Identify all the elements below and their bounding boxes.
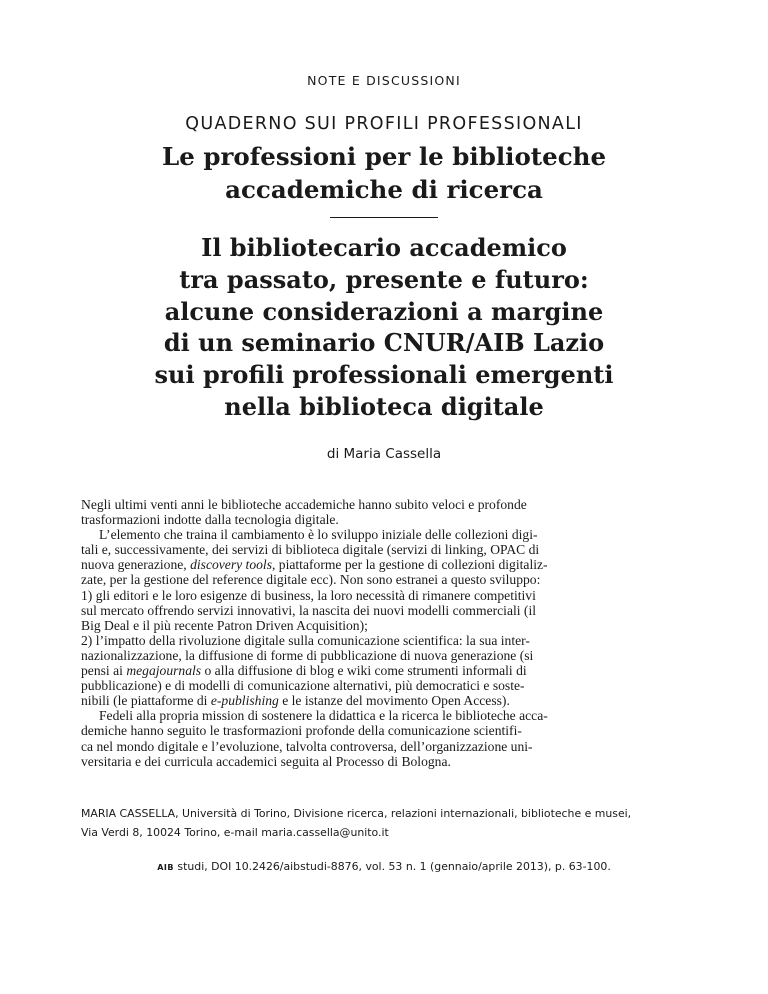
body-line: zate, per la gestione del reference digitale ecc). Non sono estranei a questo sviluppo: <box>81 572 541 588</box>
article-title-line: nella biblioteca digitale <box>224 391 544 421</box>
article-body <box>81 497 687 769</box>
body-line: Negli ultimi venti anni le biblioteche accademiche hanno subito veloci e profonde <box>81 497 527 512</box>
series-title-line: Le professioni per le biblioteche <box>161 142 607 171</box>
article-title-line: Il bibliotecario accademico <box>201 233 567 262</box>
body-line: pensi ai megajournals o alla diffusione di blog e wiki come strumenti informali di <box>81 663 527 679</box>
body-line: nibili (le piattaforme di e-publishing e le istanze del movimento Open Access). <box>81 693 510 709</box>
body-line: 2) l’impatto della rivoluzione digitale sulla comunicazione scientifica: la sua inter- <box>81 632 530 648</box>
body-line: sul mercato offrendo servizi innovativi, la nascita dei nuovi modelli commerciali (il <box>81 602 537 618</box>
body-line: versitaria e dei curricula accademici seguita al Processo di Bologna. <box>81 753 451 769</box>
article-title-line: sui profili professionali emergenti <box>154 360 614 390</box>
body-line: ca nel mondo digitale e l’evoluzione, talvolta controversa, dell’organizzazione uni- <box>81 738 533 754</box>
body-line: tali e, successivamente, dei servizi di biblioteca digitale (servizi di linking, OPAC di <box>81 542 540 558</box>
body-line: nazionalizzazione, la diffusione di forme di pubblicazione di nuova generazione (si <box>81 647 534 663</box>
series-label: QUADERNO SUI PROFILI PROFESSIONALI <box>185 114 583 134</box>
author-byline: di Maria Cassella <box>326 446 442 462</box>
affiliation-line: MARIA CASSELLA, Università di Torino, Divisione ricerca, relazioni internazionali, biblioteche e musei, <box>81 807 632 820</box>
aib-logo: aib <box>157 860 174 873</box>
body-line: demiche hanno seguito le trasformazioni profonde della comunicazione scientifi- <box>81 723 522 739</box>
body-line: 1) gli editori e le loro esigenze di business, la loro necessità di rimanere competitivi <box>81 587 536 603</box>
citation-footer <box>0 860 768 873</box>
article-title-line: di un seminario CNUR/AIB Lazio <box>163 328 605 358</box>
affiliation-line: Via Verdi 8, 10024 Torino, e-mail maria.cassella@unito.it <box>81 826 389 839</box>
body-line: nuova generazione, discovery tools, piattaforme per la gestione di collezioni digitaliz- <box>81 557 548 573</box>
series-title-line: accademiche di ricerca <box>225 175 543 204</box>
body-line: L’elemento che traina il cambiamento è lo sviluppo iniziale delle collezioni digi- <box>99 527 538 543</box>
author-affiliation-note <box>81 804 691 842</box>
article-title-line: tra passato, presente e futuro: <box>179 264 589 294</box>
body-line: Fedeli alla propria mission di sostenere la didattica e la ricerca le biblioteche acca- <box>99 708 548 724</box>
article-title-line: alcune considerazioni a margine <box>164 296 604 326</box>
section-label: NOTE E DISCUSSIONI <box>307 73 461 88</box>
body-line: Big Deal e il più recente Patron Driven Acquisition); <box>81 617 368 633</box>
title-divider <box>330 217 438 218</box>
article-title <box>0 232 768 423</box>
series-title <box>0 140 768 206</box>
body-line: pubblicazione) e di modelli di comunicazione alternativi, più democratici e soste- <box>81 678 525 694</box>
body-line: trasformazioni indotte dalla tecnologia digitale. <box>81 512 339 528</box>
citation-text: studi, DOI 10.2426/aibstudi-8876, vol. 53 n. 1 (gennaio/aprile 2013), p. 63-100. <box>173 860 611 873</box>
